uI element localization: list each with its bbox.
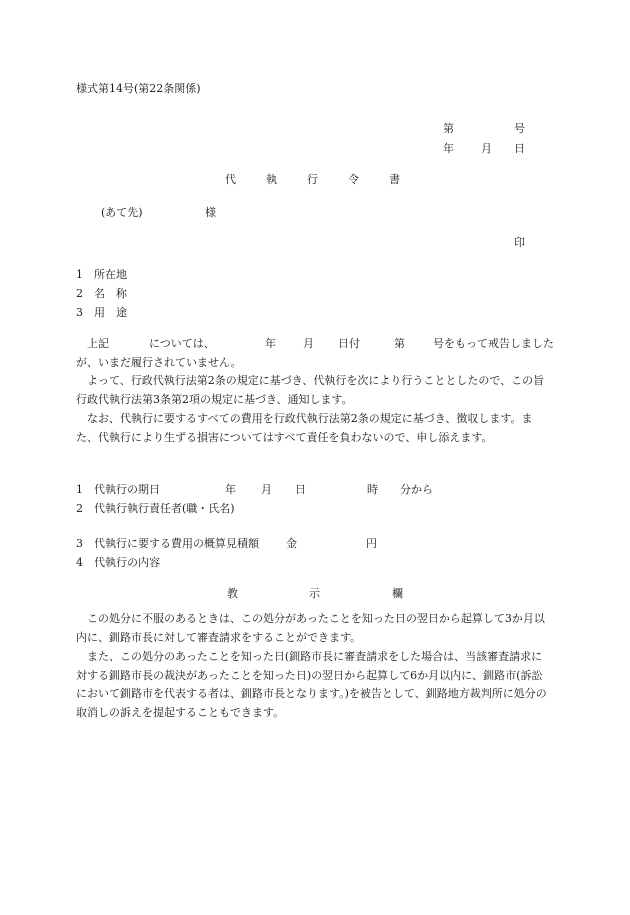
title-char-4: 令 <box>348 173 359 186</box>
info-item-label-3: 用 途 <box>94 306 127 319</box>
exec-item-label-3: 代執行に要する費用の概算見積額 <box>94 537 259 550</box>
body-p1-go: 号をもって戒告しました <box>433 337 554 350</box>
exec-item-label-1: 代執行の期日 <box>94 483 160 496</box>
kyoji-p2: また、この処分のあったことを知った日(釧路市長に審査請求をした場合は、当該審査請求に対する釧路市長の裁決があったことを知った日)の翌日から起算して6か月以内に、釧路市(訴訟において釧路市を代表する者は、釧路市長となります。)を被告として、釧路地方裁判所に処分の取消しの訴えを提起することもできます。 <box>76 650 547 719</box>
body-p3: なお、代執行に要するすべての費用を行政代執行法第2条の規定に基づき、徴収します。また、代執行により生ずる損害についてはすべて責任を負わないので、申し添えます。 <box>76 412 533 444</box>
exec-item-1-month: 月 <box>261 483 272 496</box>
exec-item-num-2: 2 <box>76 502 83 515</box>
title-char-2: 執 <box>266 173 277 186</box>
kyoji-title-2: 示 <box>309 587 320 600</box>
exec-item-num-4: 4 <box>76 556 83 569</box>
date-month: 月 <box>481 142 492 155</box>
kyoji-p1: この処分に不服のあるときは、この処分があったことを知った日の翌日から起算して3か月以内に、釧路市長に対して審査請求をすることができます。 <box>76 612 545 644</box>
exec-item-num-3: 3 <box>76 537 83 550</box>
exec-item-label-4: 代執行の内容 <box>94 556 160 569</box>
kyoji-title-3: 欄 <box>392 587 403 600</box>
body-p1-line2: が、いまだ履行されていません。 <box>76 356 242 369</box>
info-item-num-1: 1 <box>76 268 83 281</box>
exec-item-1-year: 年 <box>225 483 236 496</box>
exec-item-num-1: 1 <box>76 483 83 496</box>
body-p1-nitsuite: については、 <box>149 337 215 350</box>
kyoji-title-1: 教 <box>227 587 238 600</box>
body-p2: よって、行政代執行法第2条の規定に基づき、代執行を次により行うこととしたので、この旨行政代執行法第3条第2項の規定に基づき、通知します。 <box>76 374 545 406</box>
exec-item-label-2: 代執行執行責任者(職・氏名) <box>94 502 235 515</box>
doc-number-dai: 第 <box>443 122 454 135</box>
title-char-1: 代 <box>225 173 236 186</box>
addressee-label: (あて先) <box>101 206 143 219</box>
body-p1-dayduke: 日付 <box>338 337 360 350</box>
info-item-label-1: 所在地 <box>94 268 127 281</box>
body-p1-joki: 上記 <box>87 337 109 350</box>
exec-item-1-day: 日 <box>295 483 306 496</box>
body-p1-month: 月 <box>303 337 314 350</box>
info-item-num-3: 3 <box>76 306 83 319</box>
date-year: 年 <box>443 142 454 155</box>
info-item-num-2: 2 <box>76 287 83 300</box>
addressee-sama: 様 <box>205 206 216 219</box>
exec-item-3-yen: 円 <box>366 537 377 550</box>
seal-mark: 印 <box>514 236 525 249</box>
date-day: 日 <box>514 142 525 155</box>
info-item-label-2: 名 称 <box>94 287 127 300</box>
title-char-3: 行 <box>307 173 318 186</box>
doc-number-go: 号 <box>514 122 525 135</box>
body-p1-year: 年 <box>265 337 276 350</box>
form-label: 様式第14号(第22条関係) <box>76 82 201 95</box>
title-char-5: 書 <box>389 173 400 186</box>
exec-item-1-hour: 時 <box>367 483 378 496</box>
body-p1-dai: 第 <box>394 337 405 350</box>
exec-item-3-kin: 金 <box>286 537 297 550</box>
exec-item-1-minute: 分から <box>400 483 433 496</box>
